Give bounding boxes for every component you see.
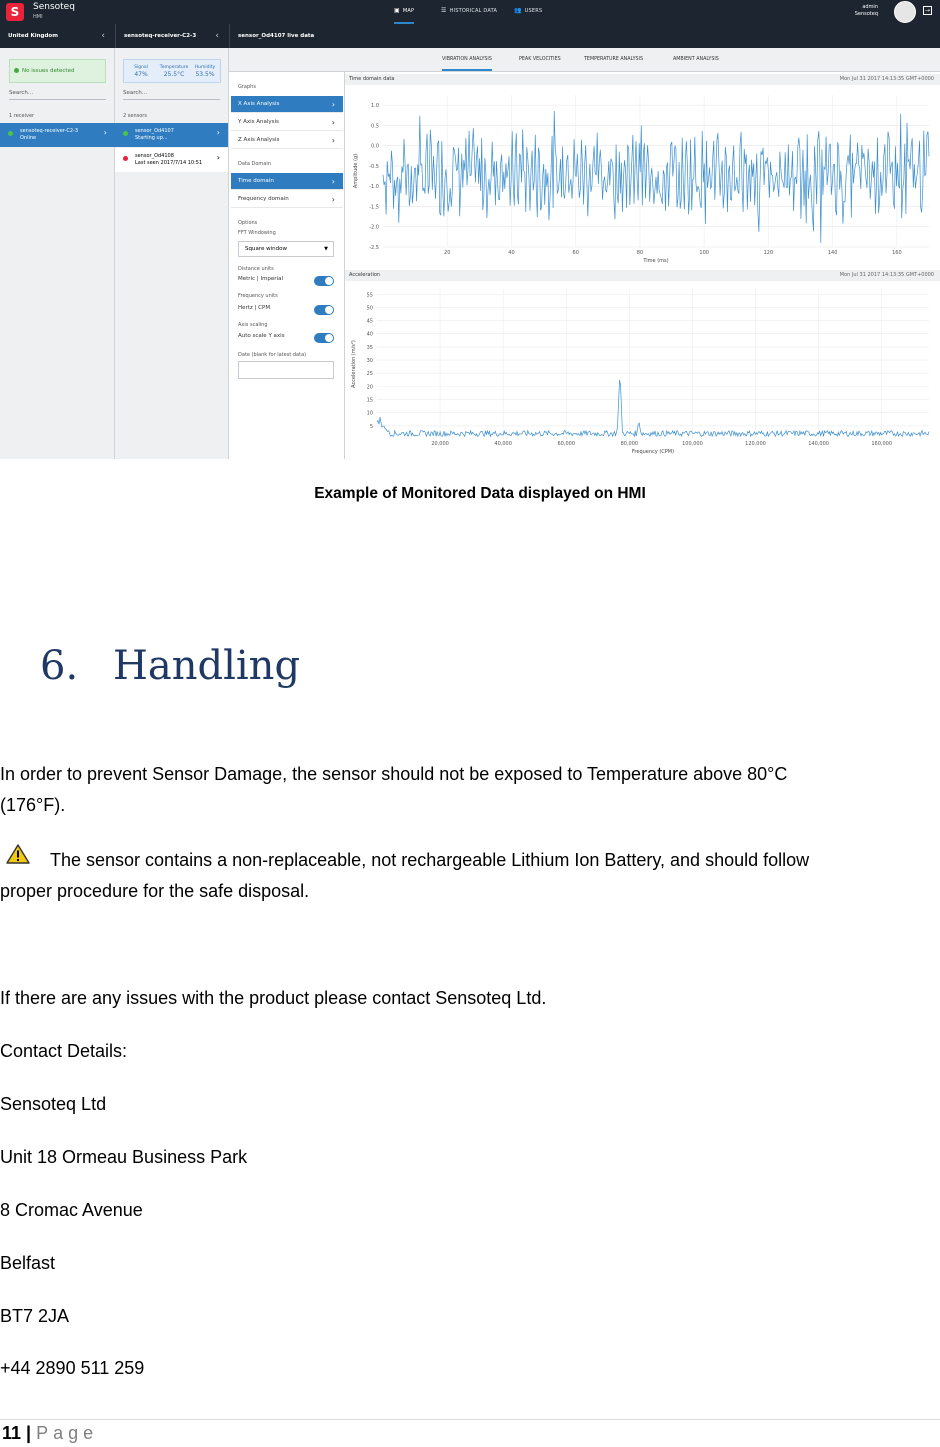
receiver-name: sensoteq-receiver-C2-3 — [20, 128, 78, 134]
frequency-label: Frequency units — [238, 293, 278, 299]
y-tick-label: 10 — [366, 410, 373, 417]
y-axis-label: Acceleration (m/s²) — [351, 340, 357, 388]
sensor-name: sensor_Od4107 — [135, 128, 174, 134]
axis-value: Auto scale Y axis — [238, 333, 285, 339]
x-tick-label: 100 — [699, 250, 709, 256]
chevron-left-icon[interactable]: ‹ — [101, 31, 105, 41]
paragraph-line: In order to prevent Sensor Damage, the sensor should not be exposed to Temperature above 80°C — [0, 764, 788, 784]
axis-label: Axis scaling — [238, 322, 268, 328]
receiver-status: Online — [20, 135, 37, 141]
avatar[interactable] — [894, 1, 916, 23]
user-info — [855, 4, 878, 18]
date-input[interactable] — [238, 361, 334, 379]
x-tick-label: 140,000 — [808, 441, 829, 447]
user-org: Sensoteq — [854, 11, 878, 17]
breadcrumb-receiver[interactable]: sensoteq-receiver-C2-3 ‹ — [115, 24, 229, 48]
online-status-icon — [8, 131, 13, 136]
chevron-right-icon: › — [103, 128, 107, 137]
hmi-brand — [33, 2, 75, 22]
x-tick-label: 140 — [827, 250, 838, 256]
receivers-panel — [0, 48, 115, 459]
chevron-left-icon[interactable]: ‹ — [215, 31, 219, 41]
section-heading — [40, 643, 300, 689]
x-axis-label: Frequency (CPM) — [631, 449, 675, 455]
nav-tab-users[interactable]: 👥 USERS — [514, 0, 542, 24]
y-tick-label: 40 — [366, 331, 373, 338]
options-panel — [229, 72, 345, 459]
chevron-right-icon: › — [331, 100, 335, 109]
windowing-select[interactable]: Square window ▼ — [238, 241, 334, 257]
axis-toggle[interactable] — [314, 333, 334, 343]
menu-y-axis[interactable]: Y Axis Analysis › — [231, 114, 343, 131]
status-alert: No issues detected — [9, 59, 106, 83]
figure-caption: Example of Monitored Data displayed on HMI — [314, 485, 646, 502]
y-tick-label: 20 — [366, 384, 373, 391]
tab-peak-velocities[interactable]: PEAK VELOCITIES — [519, 57, 561, 62]
chart-title: Time domain data — [349, 76, 395, 82]
menu-frequency-domain[interactable]: Frequency domain › — [231, 191, 343, 208]
logout-icon[interactable]: → — [924, 7, 931, 14]
analysis-tabs — [229, 48, 940, 72]
time-domain-chart-panel — [345, 74, 940, 268]
x-tick-label: 60 — [572, 250, 579, 256]
y-tick-label: 25 — [366, 371, 373, 378]
y-tick-label: 5 — [369, 423, 373, 430]
hmi-screenshot — [0, 0, 940, 459]
map-icon: ▣ — [394, 7, 400, 14]
x-tick-label: 80 — [636, 250, 644, 256]
online-status-icon — [123, 131, 128, 136]
page-number: 11 — [2, 1423, 22, 1443]
user-name: admin — [862, 4, 878, 10]
sensor-list-item[interactable] — [115, 148, 228, 172]
receiver-list-item[interactable] — [0, 123, 115, 147]
page-separator: | — [26, 1423, 32, 1443]
options-label: Options — [238, 220, 258, 226]
x-tick-label: 80,000 — [620, 441, 639, 447]
y-tick-label: 0.5 — [371, 123, 379, 130]
tab-ambient-analysis[interactable]: AMBIENT ANALYSIS — [673, 57, 719, 62]
footer-divider — [0, 1419, 940, 1420]
sensor-sub: Last seen 2017/7/14 10:51 — [135, 160, 203, 166]
breadcrumb-country[interactable]: United Kingdom ‹ — [0, 24, 115, 48]
chart-title: Acceleration — [349, 272, 381, 278]
battery-warning — [0, 845, 940, 907]
data-domain-label: Data Domain — [238, 161, 271, 167]
sensor-sub: Starting up... — [135, 135, 168, 141]
address-line: 8 Cromac Avenue — [0, 1200, 143, 1220]
date-label: Date (blank for latest data) — [238, 352, 307, 358]
chevron-right-icon: › — [216, 153, 220, 162]
y-axis-label: Amplitude (g) — [353, 153, 359, 189]
page-footer — [2, 1423, 98, 1444]
y-tick-label: -2.0 — [369, 224, 379, 231]
temperature-paragraph — [0, 759, 940, 821]
x-tick-label: 60,000 — [557, 441, 576, 447]
series-line — [383, 111, 929, 243]
brand-name: Sensoteq — [33, 2, 75, 12]
y-tick-label: 35 — [366, 344, 373, 351]
receiver-stats — [123, 59, 221, 83]
history-icon: ☰ — [441, 7, 447, 14]
sensor-search-input[interactable]: Search... — [123, 86, 220, 100]
caret-down-icon: ▼ — [324, 246, 328, 252]
x-tick-label: 20,000 — [431, 441, 449, 447]
y-tick-label: -0.5 — [369, 163, 379, 170]
chevron-right-icon: › — [216, 128, 220, 137]
x-tick-label: 20 — [444, 250, 451, 256]
stat-temperature: Temperature 25.5°C — [159, 65, 189, 78]
distance-label: Distance units — [238, 266, 274, 272]
chart-header — [345, 74, 940, 85]
nav-tab-map[interactable]: ▣ MAP — [394, 0, 414, 24]
tab-vibration-analysis[interactable]: VIBRATION ANALYSIS — [442, 48, 492, 71]
y-tick-label: -1.0 — [369, 184, 379, 191]
receiver-search-input[interactable]: Search... — [9, 86, 106, 100]
x-tick-label: 40,000 — [494, 441, 512, 447]
hmi-topbar — [0, 0, 940, 24]
heading-number: 6. — [40, 643, 79, 689]
x-tick-label: 160 — [892, 250, 902, 256]
address-line: Unit 18 Ormeau Business Park — [0, 1147, 248, 1167]
chevron-right-icon: › — [331, 177, 335, 186]
page-word: Page — [36, 1423, 99, 1443]
users-icon: 👥 — [514, 7, 522, 14]
sensoteq-logo-icon: S — [6, 3, 24, 21]
contact-label: Contact Details: — [0, 1041, 128, 1061]
heading-text: Handling — [113, 643, 301, 689]
sensor-name: sensor_Od4108 — [135, 153, 174, 159]
chart-timestamp: Mon Jul 31 2017 14:13:35 GMT+0000 — [839, 272, 934, 278]
receiver-count: 1 receiver — [9, 113, 35, 119]
time-domain-chart — [345, 85, 940, 268]
offline-status-icon — [123, 156, 128, 161]
menu-time-domain[interactable]: Time domain › — [231, 173, 343, 190]
sensor-count: 2 sensors — [123, 113, 147, 119]
acceleration-chart-panel — [345, 270, 940, 459]
chevron-right-icon: › — [331, 195, 335, 204]
frequency-toggle[interactable] — [314, 305, 334, 315]
y-tick-label: -2.5 — [369, 245, 379, 251]
stat-humidity: Humidity 53.5% — [194, 65, 216, 78]
x-tick-label: 100,000 — [682, 441, 703, 447]
distance-value: Metric | Imperial — [238, 276, 283, 282]
y-tick-label: 55 — [366, 292, 373, 299]
phone-number: +44 2890 511 259 — [0, 1358, 145, 1378]
x-tick-label: 120,000 — [745, 441, 766, 447]
address-line: BT7 2JA — [0, 1306, 70, 1326]
acceleration-chart — [345, 281, 940, 459]
menu-x-axis[interactable]: X Axis Analysis › — [231, 96, 343, 113]
x-tick-label: 160,000 — [871, 441, 893, 447]
x-tick-label: 40 — [508, 250, 515, 256]
nav-tab-historical-data[interactable]: ☰ HISTORICAL DATA — [441, 0, 497, 24]
series-line — [377, 380, 929, 436]
graphs-label: Graphs — [238, 84, 256, 90]
paragraph-line: The sensor contains a non-replaceable, not rechargeable Lithium Ion Battery, and should follow — [50, 850, 810, 870]
y-tick-label: 45 — [366, 318, 373, 325]
y-tick-label: 50 — [366, 305, 373, 312]
frequency-value: Hertz | CPM — [238, 305, 271, 311]
y-tick-label: 15 — [366, 397, 373, 404]
y-tick-label: 30 — [366, 358, 373, 365]
sensors-panel — [115, 48, 229, 459]
chart-timestamp: Mon Jul 31 2017 14:13:35 GMT+0000 — [839, 76, 934, 82]
x-tick-label: 120 — [763, 250, 774, 256]
y-tick-label: 0.0 — [371, 143, 379, 150]
paragraph-line: proper procedure for the safe disposal. — [0, 881, 310, 901]
distance-toggle[interactable] — [314, 276, 334, 286]
chevron-right-icon: › — [331, 136, 335, 145]
x-axis-label: Time (ms) — [643, 258, 669, 264]
tab-temperature-analysis[interactable]: TEMPERATURE ANALYSIS — [584, 57, 644, 62]
contact-intro: If there are any issues with the product please contact Sensoteq Ltd. — [0, 988, 547, 1008]
sensor-list-item[interactable] — [115, 123, 228, 147]
windowing-label: FFT Windowing — [238, 230, 276, 236]
paragraph-line: (176°F). — [0, 795, 66, 815]
breadcrumb-sensor: sensor_Od4107 live data — [229, 24, 940, 48]
chevron-right-icon: › — [331, 118, 335, 127]
y-tick-label: -1.5 — [369, 204, 379, 211]
chart-header — [345, 270, 940, 281]
menu-z-axis[interactable]: Z Axis Analysis › — [231, 132, 343, 149]
stat-signal: Signal 47% — [134, 65, 148, 78]
y-tick-label: 1.0 — [371, 103, 379, 110]
address-line: Belfast — [0, 1253, 56, 1273]
brand-sub: HMI — [33, 14, 43, 20]
address-line: Sensoteq Ltd — [0, 1094, 107, 1114]
